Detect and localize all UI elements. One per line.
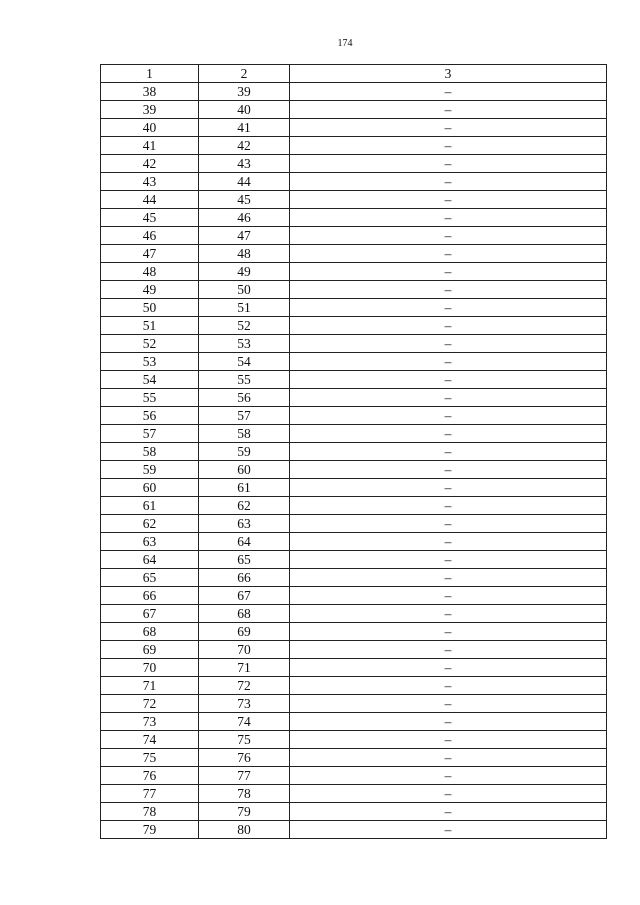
- table-cell-col-1: 66: [101, 587, 199, 605]
- table-row: [101, 641, 607, 659]
- table-row: [101, 263, 607, 281]
- table-cell-col-1: 54: [101, 371, 199, 389]
- table-cell-col-2: 72: [199, 677, 290, 695]
- table-row: [101, 245, 607, 263]
- table-cell-col-1: 48: [101, 263, 199, 281]
- table-row: [101, 569, 607, 587]
- table-cell-col-2: 53: [199, 335, 290, 353]
- table-cell-col-3: –: [290, 695, 607, 713]
- table-cell-col-3: –: [290, 119, 607, 137]
- table-cell-col-3: –: [290, 821, 607, 839]
- table-cell-col-3: –: [290, 731, 607, 749]
- table-cell-col-3: –: [290, 569, 607, 587]
- table-cell-col-3: –: [290, 677, 607, 695]
- column-header-2: 2: [199, 65, 290, 83]
- table-cell-col-1: 59: [101, 461, 199, 479]
- table-row: [101, 281, 607, 299]
- table-cell-col-1: 38: [101, 83, 199, 101]
- table-row: [101, 821, 607, 839]
- table-cell-col-3: –: [290, 245, 607, 263]
- table-header: [101, 65, 607, 83]
- table-row: [101, 605, 607, 623]
- table-row: [101, 731, 607, 749]
- table-row: [101, 533, 607, 551]
- table-cell-col-2: 45: [199, 191, 290, 209]
- table-cell-col-3: –: [290, 227, 607, 245]
- table-cell-col-1: 67: [101, 605, 199, 623]
- table-cell-col-2: 54: [199, 353, 290, 371]
- table-cell-col-3: –: [290, 137, 607, 155]
- table-cell-col-3: –: [290, 533, 607, 551]
- table-cell-col-1: 73: [101, 713, 199, 731]
- table-cell-col-1: 64: [101, 551, 199, 569]
- table-cell-col-2: 59: [199, 443, 290, 461]
- table-row: [101, 137, 607, 155]
- table-cell-col-3: –: [290, 785, 607, 803]
- table-cell-col-2: 65: [199, 551, 290, 569]
- table-cell-col-2: 50: [199, 281, 290, 299]
- table-cell-col-1: 41: [101, 137, 199, 155]
- table-cell-col-2: 63: [199, 515, 290, 533]
- table-cell-col-1: 72: [101, 695, 199, 713]
- table-cell-col-1: 40: [101, 119, 199, 137]
- table-body: [101, 83, 607, 839]
- table-cell-col-2: 49: [199, 263, 290, 281]
- table-row: [101, 371, 607, 389]
- table-cell-col-3: –: [290, 425, 607, 443]
- table-row: [101, 695, 607, 713]
- table-cell-col-2: 73: [199, 695, 290, 713]
- table-cell-col-1: 74: [101, 731, 199, 749]
- table-cell-col-3: –: [290, 461, 607, 479]
- table-cell-col-3: –: [290, 479, 607, 497]
- table-row: [101, 299, 607, 317]
- table-cell-col-1: 52: [101, 335, 199, 353]
- table-row: [101, 515, 607, 533]
- table-row: [101, 461, 607, 479]
- table-row: [101, 425, 607, 443]
- table-cell-col-1: 60: [101, 479, 199, 497]
- table-cell-col-2: 40: [199, 101, 290, 119]
- table-cell-col-1: 47: [101, 245, 199, 263]
- column-header-1: 1: [101, 65, 199, 83]
- table-row: [101, 191, 607, 209]
- table-row: [101, 173, 607, 191]
- table-cell-col-1: 39: [101, 101, 199, 119]
- table-row: [101, 353, 607, 371]
- table-cell-col-1: 46: [101, 227, 199, 245]
- table-row: [101, 587, 607, 605]
- table-cell-col-3: –: [290, 641, 607, 659]
- table-cell-col-2: 79: [199, 803, 290, 821]
- table-cell-col-1: 78: [101, 803, 199, 821]
- table-cell-col-3: –: [290, 623, 607, 641]
- table-row: [101, 101, 607, 119]
- table-cell-col-1: 65: [101, 569, 199, 587]
- table-cell-col-2: 71: [199, 659, 290, 677]
- table-cell-col-3: –: [290, 389, 607, 407]
- table-row: [101, 227, 607, 245]
- table-cell-col-2: 41: [199, 119, 290, 137]
- table-row: [101, 335, 607, 353]
- table-cell-col-1: 62: [101, 515, 199, 533]
- table-cell-col-1: 71: [101, 677, 199, 695]
- table-row: [101, 749, 607, 767]
- table-cell-col-2: 66: [199, 569, 290, 587]
- table-cell-col-3: –: [290, 713, 607, 731]
- table-cell-col-2: 68: [199, 605, 290, 623]
- table-cell-col-3: –: [290, 371, 607, 389]
- table-cell-col-3: –: [290, 803, 607, 821]
- table-cell-col-2: 56: [199, 389, 290, 407]
- table-cell-col-1: 42: [101, 155, 199, 173]
- table-cell-col-3: –: [290, 155, 607, 173]
- table-cell-col-3: –: [290, 317, 607, 335]
- table-cell-col-3: –: [290, 659, 607, 677]
- table-cell-col-3: –: [290, 263, 607, 281]
- table-cell-col-2: 57: [199, 407, 290, 425]
- table-cell-col-3: –: [290, 767, 607, 785]
- table-cell-col-3: –: [290, 299, 607, 317]
- table-cell-col-2: 64: [199, 533, 290, 551]
- table-cell-col-1: 49: [101, 281, 199, 299]
- table-row: [101, 803, 607, 821]
- header-row: [101, 65, 607, 83]
- table-row: [101, 479, 607, 497]
- table-cell-col-1: 55: [101, 389, 199, 407]
- table-cell-col-3: –: [290, 515, 607, 533]
- table-cell-col-3: –: [290, 497, 607, 515]
- table-cell-col-2: 69: [199, 623, 290, 641]
- table-cell-col-1: 44: [101, 191, 199, 209]
- table-cell-col-3: –: [290, 353, 607, 371]
- table-cell-col-3: –: [290, 83, 607, 101]
- table-cell-col-2: 76: [199, 749, 290, 767]
- table-cell-col-2: 55: [199, 371, 290, 389]
- table-cell-col-1: 51: [101, 317, 199, 335]
- table-cell-col-2: 43: [199, 155, 290, 173]
- table-cell-col-1: 45: [101, 209, 199, 227]
- table-cell-col-3: –: [290, 605, 607, 623]
- table-row: [101, 317, 607, 335]
- table-cell-col-1: 43: [101, 173, 199, 191]
- table-cell-col-3: –: [290, 173, 607, 191]
- table-cell-col-2: 52: [199, 317, 290, 335]
- table-cell-col-3: –: [290, 209, 607, 227]
- table-cell-col-1: 58: [101, 443, 199, 461]
- table-row: [101, 155, 607, 173]
- table-cell-col-3: –: [290, 749, 607, 767]
- data-table: [100, 64, 607, 839]
- table-row: [101, 623, 607, 641]
- table-row: [101, 677, 607, 695]
- table-row: [101, 659, 607, 677]
- table-cell-col-3: –: [290, 407, 607, 425]
- table-cell-col-2: 44: [199, 173, 290, 191]
- table-row: [101, 713, 607, 731]
- table-cell-col-3: –: [290, 551, 607, 569]
- table-cell-col-1: 50: [101, 299, 199, 317]
- table-row: [101, 443, 607, 461]
- table-cell-col-1: 69: [101, 641, 199, 659]
- table-cell-col-3: –: [290, 281, 607, 299]
- table-row: [101, 551, 607, 569]
- table-cell-col-1: 56: [101, 407, 199, 425]
- table-cell-col-1: 79: [101, 821, 199, 839]
- table-cell-col-2: 51: [199, 299, 290, 317]
- table-cell-col-3: –: [290, 335, 607, 353]
- table-cell-col-2: 39: [199, 83, 290, 101]
- table-row: [101, 497, 607, 515]
- table-cell-col-3: –: [290, 587, 607, 605]
- table-cell-col-2: 67: [199, 587, 290, 605]
- column-header-3: 3: [290, 65, 607, 83]
- table-cell-col-2: 58: [199, 425, 290, 443]
- table-cell-col-2: 78: [199, 785, 290, 803]
- table-cell-col-1: 68: [101, 623, 199, 641]
- table-row: [101, 83, 607, 101]
- table-cell-col-1: 57: [101, 425, 199, 443]
- table-cell-col-2: 62: [199, 497, 290, 515]
- table-cell-col-3: –: [290, 101, 607, 119]
- table-row: [101, 407, 607, 425]
- page-number: 174: [337, 38, 353, 49]
- table-cell-col-2: 46: [199, 209, 290, 227]
- table-cell-col-2: 80: [199, 821, 290, 839]
- table-cell-col-2: 75: [199, 731, 290, 749]
- table-cell-col-1: 77: [101, 785, 199, 803]
- table-row: [101, 389, 607, 407]
- table-row: [101, 785, 607, 803]
- table-row: [101, 767, 607, 785]
- table-cell-col-3: –: [290, 443, 607, 461]
- table-cell-col-1: 75: [101, 749, 199, 767]
- table-cell-col-2: 60: [199, 461, 290, 479]
- table-cell-col-1: 63: [101, 533, 199, 551]
- table-cell-col-2: 77: [199, 767, 290, 785]
- table-cell-col-2: 42: [199, 137, 290, 155]
- table-cell-col-2: 70: [199, 641, 290, 659]
- table-cell-col-2: 47: [199, 227, 290, 245]
- table-cell-col-3: –: [290, 191, 607, 209]
- table-cell-col-1: 70: [101, 659, 199, 677]
- table-cell-col-2: 74: [199, 713, 290, 731]
- table-row: [101, 119, 607, 137]
- table-cell-col-1: 76: [101, 767, 199, 785]
- table-cell-col-1: 53: [101, 353, 199, 371]
- table-cell-col-2: 48: [199, 245, 290, 263]
- table-cell-col-2: 61: [199, 479, 290, 497]
- table-cell-col-1: 61: [101, 497, 199, 515]
- table-row: [101, 209, 607, 227]
